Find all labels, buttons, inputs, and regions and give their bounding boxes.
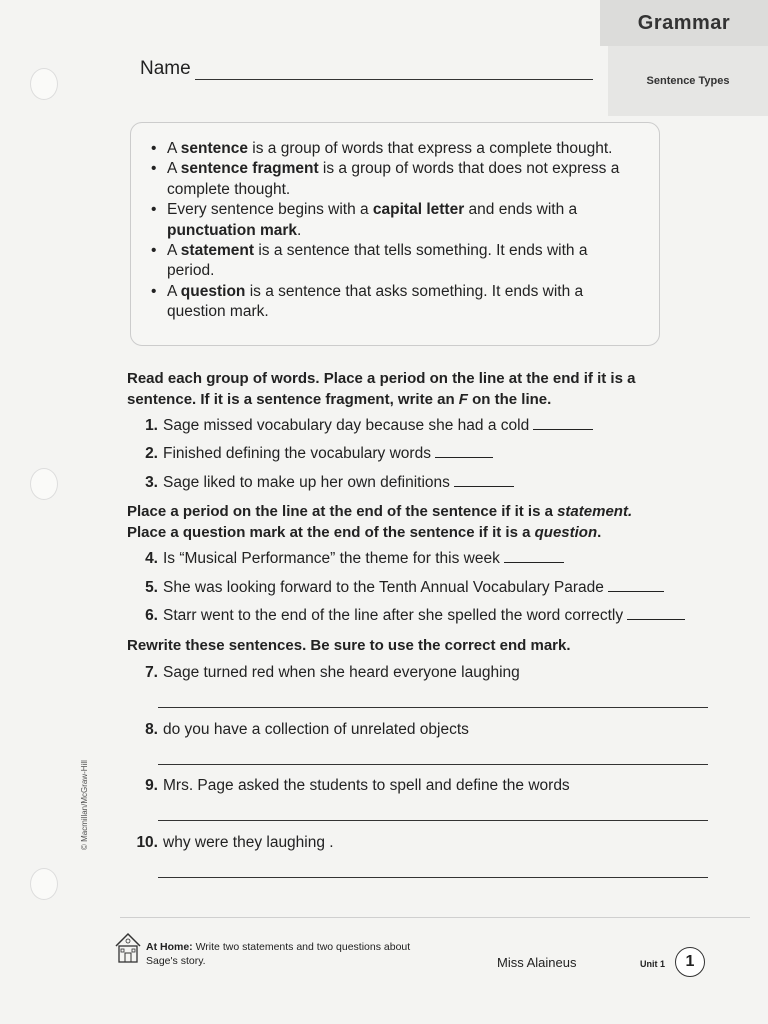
- subject-tab: [600, 0, 768, 46]
- answer-blank[interactable]: [454, 474, 514, 487]
- answer-blank[interactable]: [608, 579, 664, 592]
- school-house-icon: [112, 930, 144, 968]
- rules-list: [131, 123, 659, 323]
- rule-item: • A sentence fragment is a group of words that does not express a complete thought.: [151, 159, 637, 200]
- answer-blank[interactable]: [435, 445, 493, 458]
- name-line[interactable]: [195, 65, 593, 80]
- subject-label: Grammar: [637, 11, 731, 34]
- teacher-name: Miss Alaineus: [497, 955, 577, 970]
- exercise-item-2: 2. Finished defining the vocabulary words: [127, 445, 493, 463]
- name-field[interactable]: [140, 58, 593, 80]
- exercise-item-10: 10. why were they laughing .: [136, 834, 334, 851]
- answer-blank[interactable]: [627, 607, 685, 620]
- binder-hole-top: [30, 68, 58, 100]
- page-number: 1: [675, 947, 705, 977]
- binder-hole-bottom: [30, 868, 58, 900]
- rule-item: • A sentence is a group of words that express a complete thought.: [151, 139, 637, 159]
- copyright-notice: © Macmillan/McGraw-Hill: [80, 760, 89, 850]
- binder-hole-middle: [30, 468, 58, 500]
- topic-label: Sentence Types: [646, 75, 730, 87]
- answer-blank[interactable]: [533, 417, 593, 430]
- rewrite-line-10[interactable]: [158, 877, 708, 878]
- topic-tab: [608, 46, 768, 116]
- exercise-item-5: 5. She was looking forward to the Tenth Annual Vocabulary Parade: [127, 579, 664, 597]
- exercise-item-6: 6. Starr went to the end of the line after she spelled the word correctly: [127, 607, 685, 625]
- answer-blank[interactable]: [504, 550, 564, 563]
- exercise-item-1: 1. Sage missed vocabulary day because she had a cold: [127, 417, 593, 435]
- rules-box: [130, 122, 660, 346]
- at-home-note: At Home: Write two statements and two questions about Sage's story.: [146, 941, 411, 967]
- exercise-item-3: 3. Sage liked to make up her own definitions: [127, 474, 514, 492]
- rule-item: • A question is a sentence that asks something. It ends with a question mark.: [151, 282, 637, 323]
- name-label: Name: [140, 58, 191, 79]
- exercise-item-7: 7. Sage turned red when she heard everyone laughing: [145, 664, 520, 681]
- exercise-item-4: 4. Is “Musical Performance” the theme for this week: [127, 550, 564, 568]
- exercise-item-8: 8. do you have a collection of unrelated objects: [145, 721, 469, 738]
- directions-part1: Read each group of words. Place a period on the line at the end if it is a sentence. If it is a sentence fragment, write an F on the line.: [127, 370, 636, 408]
- footer-divider: [120, 917, 750, 918]
- rewrite-line-8[interactable]: [158, 764, 708, 765]
- rewrite-line-9[interactable]: [158, 820, 708, 821]
- directions-part2: Place a period on the line at the end of the sentence if it is a statement. Place a question mark at the end of the sentence if it is a question.: [127, 503, 633, 541]
- rule-item: • A statement is a sentence that tells something. It ends with a period.: [151, 241, 637, 282]
- rule-item: • Every sentence begins with a capital letter and ends with a punctuation mark.: [151, 200, 637, 241]
- exercise-item-9: 9. Mrs. Page asked the students to spell and define the words: [145, 777, 570, 794]
- unit-label: Unit 1: [640, 959, 666, 969]
- rewrite-line-7[interactable]: [158, 707, 708, 708]
- directions-part3: Rewrite these sentences. Be sure to use the correct end mark.: [127, 637, 571, 654]
